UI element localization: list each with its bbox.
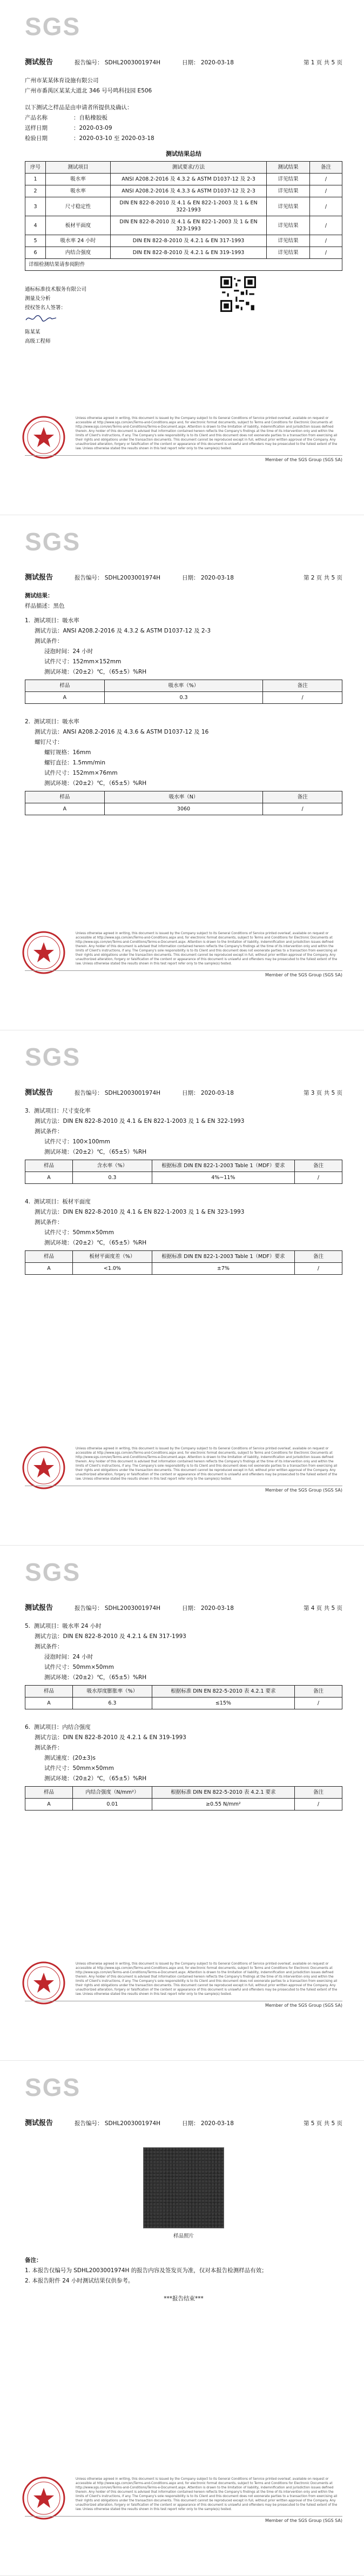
table-cell: 详见结果: [267, 247, 310, 259]
table-header: 备注: [294, 1787, 342, 1799]
stamp-seal-icon: [22, 930, 66, 975]
table-header: 测试结果: [267, 162, 310, 174]
table-cell: 0.3: [73, 1172, 152, 1184]
summary-table: [25, 161, 342, 271]
section-method: 测试方法：DIN EN 822-8-2010 及 4.2.1 & EN 319-1993: [35, 1734, 186, 1741]
table-cell: 详见结果: [267, 216, 310, 235]
section-param: 试件尺寸：152mm×152mm: [44, 658, 122, 665]
table-row: [25, 235, 342, 247]
result-table: [25, 1685, 342, 1709]
sample-description: 样品描述：黑色: [25, 603, 65, 609]
table-cell: DIN EN 822-8-2010 及 4.2.1 & EN 319-1993: [111, 247, 267, 259]
section-param: 测试条件：: [35, 1643, 63, 1650]
section-param: 试件尺寸：50mm×50mm: [44, 1664, 114, 1670]
footer-rule: [25, 455, 342, 456]
table-cell: 详见结果: [267, 185, 310, 197]
table-row: [25, 216, 342, 235]
table-header: 样品: [25, 1251, 73, 1263]
table-header: 吸水厚度膨胀率（%）: [73, 1686, 152, 1698]
table-header: 板材平面度差（%）: [73, 1251, 152, 1263]
signature-block: [25, 285, 342, 346]
result-table: [25, 680, 342, 704]
table-cell: 吸水率 24 小时: [46, 235, 111, 247]
section-title: 4. 测试项目：板材平面度: [25, 1199, 91, 1205]
report-header: [25, 1087, 342, 1096]
section-param: 测试条件：: [35, 1128, 63, 1135]
report-page-5: [0, 2061, 364, 2576]
table-header-row: [25, 1251, 342, 1263]
table-row: [25, 1263, 342, 1275]
table-cell: 内结合强度: [46, 247, 111, 259]
table-cell: DIN EN 822-8-2010 及 4.1 & EN 822-1-2003 及 1 & EN 322-1993: [111, 197, 267, 216]
table-header: 根据标准 DIN EN 822-1-2003 Table 1（MDF）要求: [152, 1160, 294, 1172]
table-header: 根据标准 DIN EN 822-5-2010 表 4.2.1 要求: [152, 1787, 294, 1799]
report-title: 测试报告: [25, 1089, 53, 1097]
report-title: 测试报告: [25, 1604, 53, 1612]
signature-image: [25, 314, 57, 323]
table-cell: A: [25, 803, 105, 815]
section-param: 试件尺寸：50mm×50mm: [44, 1229, 114, 1236]
section-param: 试件尺寸：100×100mm: [44, 1139, 110, 1145]
section-title: 6. 测试项目：内结合强度: [25, 1724, 91, 1730]
result-table: [25, 1250, 342, 1275]
table-cell: 详见结果: [267, 174, 310, 185]
section-param: 测试环境：（20±2）℃，（65±5）%RH: [44, 1149, 147, 1155]
table-cell: DIN EN 822-8-2010 及 4.2.1 & EN 317-1993: [111, 235, 267, 247]
summary-title: 测试结果总结: [166, 150, 201, 157]
table-cell: 3060: [104, 803, 263, 815]
fine-print: Unless otherwise agreed in writing, this document is issued by the Company subject to its General Conditions of Service printed overleaf, available on request or accessible at http://www.sgs.com/en/Terms-and-Conditions.aspx and, for electronic format documents, subject to Terms and Conditions for Electronic Documents at http://www.sgs.com/en/Terms-and-Conditions/Terms-e-Document.aspx. Attention is drawn to the limitation of liability, indemnification and jurisdiction issues defined therein. Any holder of this document is advised that information contained hereon reflects the Company's findings at the time of its intervention only and within the limits of Client's instructions, if any. The Company's sole responsibility is to its Client and this document does not exonerate parties to a transaction from exercising all their rights and obligations under the transaction documents. This document cannot be reproduced except in full, without prior written approval of the Company. Any unauthorized alteration, forgery or falsification of the content or appearance of this document is unlawful and offenders may be prosecuted to the fullest extent of the law. Unless otherwise stated the results shown in this test report refer only to the sample(s) tested.: [76, 932, 338, 966]
field-value: ：自粘橡胶板: [73, 115, 107, 121]
table-header-row: [25, 791, 342, 803]
section-param: 试件尺寸：152mm×76mm: [44, 770, 118, 776]
section-method: 测试方法：DIN EN 822-8-2010 及 4.1 & EN 822-1-2003 及 1 & EN 323-1993: [35, 1209, 245, 1215]
sgs-logo: SGS: [25, 1043, 81, 1071]
section-title: 1. 测试项目：吸水率: [25, 617, 79, 624]
table-cell: /: [310, 235, 342, 247]
page-5-content: [25, 2136, 342, 2304]
table-cell: ±7%: [152, 1263, 294, 1275]
member-line: Member of the SGS Group (SGS SA): [265, 2518, 342, 2523]
table-cell: 详见结果: [267, 235, 310, 247]
table-header-row: [25, 680, 342, 692]
signatory-name: 陈某某: [25, 329, 41, 335]
table-cell: /: [310, 247, 342, 259]
table-row: [25, 1799, 342, 1810]
table-cell: /: [294, 1698, 342, 1709]
table-cell: /: [294, 1799, 342, 1810]
fine-print: Unless otherwise agreed in writing, this document is issued by the Company subject to its General Conditions of Service printed overleaf, available on request or accessible at http://www.sgs.com/en/Terms-and-Conditions.aspx and, for electronic format documents, subject to Terms and Conditions for Electronic Documents at http://www.sgs.com/en/Terms-and-Conditions/Terms-e-Document.aspx. Attention is drawn to the limitation of liability, indemnification and jurisdiction issues defined therein. Any holder of this document is advised that information contained hereon reflects the Company's findings at the time of its intervention only and within the limits of Client's instructions, if any. The Company's sole responsibility is to its Client and this document does not exonerate parties to a transaction from exercising all their rights and obligations under the transaction documents. This document cannot be reproduced except in full, without prior written approval of the Company. Any unauthorized alteration, forgery or falsification of the content or appearance of this document is unlawful and offenders may be prosecuted to the fullest extent of the law. Unless otherwise stated the results shown in this test report refer only to the sample(s) tested.: [76, 2478, 338, 2511]
section-param: 测试环境：（20±2）℃，（65±5）%RH: [44, 1775, 147, 1782]
report-header: [25, 56, 342, 66]
section-param: 测试环境：（20±2）℃，（65±5）%RH: [44, 1674, 147, 1681]
table-header-row: [25, 1160, 342, 1172]
table-row: [25, 803, 342, 815]
report-date: 日期： 2020-03-18: [182, 1090, 234, 1096]
table-cell: 0.3: [104, 692, 263, 704]
table-header: 测试要求/方法: [111, 162, 267, 174]
result-table: [25, 1160, 342, 1184]
table-header: 含水率（%）: [73, 1160, 152, 1172]
company-name: 通标标准技术服务有限公司: [25, 287, 87, 292]
table-header: 吸水率（N）: [104, 791, 263, 803]
section-param: 测试条件：: [35, 1219, 63, 1226]
report-page-2: [0, 515, 364, 1030]
signatory-label: 授权签名人签署：: [25, 305, 66, 311]
table-row: [25, 197, 342, 216]
table-header: 样品: [25, 1787, 73, 1799]
table-cell: 4: [25, 216, 46, 235]
page-label: 第 1 页 共 5 页: [303, 59, 342, 66]
table-cell: ≤15%: [152, 1698, 294, 1709]
section-param: 试件尺寸：50mm×50mm: [44, 1765, 114, 1772]
field-row: [25, 134, 342, 144]
report-page-4: [0, 1546, 364, 2061]
table-row: [25, 174, 342, 185]
table-cell: ≥0.55 N/mm²: [152, 1799, 294, 1810]
page-label: 第 5 页 共 5 页: [303, 2120, 342, 2127]
table-cell: 板材平面度: [46, 216, 111, 235]
section-method: 测试方法：DIN EN 822-8-2010 及 4.2.1 & EN 317-1993: [35, 1633, 186, 1640]
table-header: 备注: [294, 1686, 342, 1698]
report-number: 报告编号： SDHL2003001974H: [75, 1605, 161, 1612]
report-number: 报告编号： SDHL2003001974H: [75, 575, 161, 581]
note-item: 1. 本报告仅编号为 SDHL2003001974H 的报告内容及签发页为准，仅对本报告检测样品有效；: [25, 2267, 267, 2274]
table-cell: A: [25, 1172, 73, 1184]
report-header: [25, 571, 342, 581]
table-cell: 2: [25, 185, 46, 197]
section-param: 浸泡时间：24 小时: [44, 648, 93, 655]
section-param: 浸泡时间：24 小时: [44, 1654, 93, 1660]
report-date: 日期： 2020-03-18: [182, 575, 234, 581]
stamp-seal-icon: [22, 415, 66, 460]
table-cell: A: [25, 692, 105, 704]
table-header: 样品: [25, 680, 105, 692]
report-title: 测试报告: [25, 2119, 53, 2127]
table-cell: <1.0%: [73, 1263, 152, 1275]
footer-rule: [25, 2516, 342, 2517]
section-title: 5. 测试项目：吸水率 24 小时: [25, 1623, 102, 1629]
section-title: 3. 测试项目：尺寸变化率: [25, 1108, 91, 1114]
result-table: [25, 791, 342, 815]
report-number: 报告编号： SDHL2003001974H: [75, 59, 161, 66]
report-date: 日期： 2020-03-18: [182, 59, 234, 66]
table-cell: 3: [25, 197, 46, 216]
table-cell: ANSI A208.2-2016 及 4.3.2 & ASTM D1037-12 及 2-3: [111, 174, 267, 185]
table-header: 备注: [263, 680, 342, 692]
results-header: 测试结果：: [25, 593, 53, 599]
table-header: 测试项目: [46, 162, 111, 174]
notes-title: 备注：: [25, 2257, 42, 2264]
table-cell: A: [25, 1799, 73, 1810]
table-cell: /: [294, 1263, 342, 1275]
signatory-title: 高级工程师: [25, 338, 51, 344]
table-cell: A: [25, 1263, 73, 1275]
section-param: 螺钉直径：1.5mm/min: [44, 760, 105, 766]
report-page-3: [0, 1030, 364, 1546]
field-label: 送样日期: [25, 125, 48, 131]
table-header: 内结合强度（N/mm²）: [73, 1787, 152, 1799]
photo-caption: 样品照片: [173, 2233, 194, 2239]
table-cell: 详见结果: [267, 197, 310, 216]
page-4-content: [25, 1621, 342, 1816]
page-3-content: [25, 1106, 342, 1280]
fine-print: Unless otherwise agreed in writing, this document is issued by the Company subject to its General Conditions of Service printed overleaf, available on request or accessible at http://www.sgs.com/en/Terms-and-Conditions.aspx and, for electronic format documents, subject to Terms and Conditions for Electronic Documents at http://www.sgs.com/en/Terms-and-Conditions/Terms-e-Document.aspx. Attention is drawn to the limitation of liability, indemnification and jurisdiction issues defined therein. Any holder of this document is advised that information contained hereon reflects the Company's findings at the time of its intervention only and within the limits of Client's instructions, if any. The Company's sole responsibility is to its Client and this document does not exonerate parties to a transaction from exercising all their rights and obligations under the transaction documents. This document cannot be reproduced except in full, without prior written approval of the Company. Any unauthorized alteration, forgery or falsification of the content or appearance of this document is unlawful and offenders may be prosecuted to the fullest extent of the law. Unless otherwise stated the results shown in this test report refer only to the sample(s) tested.: [76, 1962, 338, 1996]
report-page-1: [0, 0, 364, 515]
section-param: 测试速度：(20±3)s: [44, 1755, 96, 1761]
table-cell: /: [310, 185, 342, 197]
table-header: 样品: [25, 791, 105, 803]
fine-print: Unless otherwise agreed in writing, this document is issued by the Company subject to its General Conditions of Service printed overleaf, available on request or accessible at http://www.sgs.com/en/Terms-and-Conditions.aspx and, for electronic format documents, subject to Terms and Conditions for Electronic Documents at http://www.sgs.com/en/Terms-and-Conditions/Terms-e-Document.aspx. Attention is drawn to the limitation of liability, indemnification and jurisdiction issues defined therein. Any holder of this document is advised that information contained hereon reflects the Company's findings at the time of its intervention only and within the limits of Client's instructions, if any. The Company's sole responsibility is to its Client and this document does not exonerate parties to a transaction from exercising all their rights and obligations under the transaction documents. This document cannot be reproduced except in full, without prior written approval of the Company. Any unauthorized alteration, forgery or falsification of the content or appearance of this document is unlawful and offenders may be prosecuted to the fullest extent of the law. Unless otherwise stated the results shown in this test report refer only to the sample(s) tested.: [76, 1447, 338, 1481]
table-header: 样品: [25, 1686, 73, 1698]
field-row: [25, 113, 342, 123]
table-header: 备注: [294, 1160, 342, 1172]
table-row: [25, 259, 342, 271]
table-header: 样品: [25, 1160, 73, 1172]
table-cell: /: [310, 216, 342, 235]
section-param: 螺钉尺寸：: [35, 739, 63, 745]
footer-rule: [25, 970, 342, 971]
table-header: 吸水率（%）: [104, 680, 263, 692]
report-title: 测试报告: [25, 574, 53, 582]
table-cell: 6: [25, 247, 46, 259]
client-name: 广州市某某体育设施有限公司: [25, 77, 99, 84]
member-line: Member of the SGS Group (SGS SA): [265, 2003, 342, 2008]
end-mark: ***报告结束***: [164, 2295, 204, 2302]
table-row: [25, 247, 342, 259]
table-header: 备注: [294, 1251, 342, 1263]
page-label: 第 4 页 共 5 页: [303, 1605, 342, 1612]
stamp-seal-icon: [22, 2476, 66, 2520]
table-header: 根据标准 DIN EN 822-1-2003 Table 1（MDF）要求: [152, 1251, 294, 1263]
table-cell: 尺寸稳定性: [46, 197, 111, 216]
result-table: [25, 1786, 342, 1810]
report-number: 报告编号： SDHL2003001974H: [75, 2120, 161, 2127]
section-param: 测试条件：: [35, 638, 63, 644]
section-method: 测试方法：ANSI A208.2-2016 及 4.3.6 & ASTM D1037-12 及 16: [35, 729, 209, 735]
section-param: 测试环境：（20±2）℃，（65±5）%RH: [44, 1240, 147, 1246]
member-line: Member of the SGS Group (SGS SA): [265, 1488, 342, 1493]
sample-photo: [143, 2147, 224, 2228]
section-method: 测试方法：DIN EN 822-8-2010 及 4.1 & EN 822-1-2003 及 1 & EN 322-1993: [35, 1118, 245, 1124]
field-value: ：2020-03-09: [73, 125, 112, 131]
client-address: 广州市番禺区某某大道北 346 号号鸣科技园 E506: [25, 88, 152, 94]
table-header-row: [25, 162, 342, 174]
table-cell: 0.01: [73, 1799, 152, 1810]
section-param: 螺钉规格：16mm: [44, 749, 91, 756]
report-date: 日期： 2020-03-18: [182, 2120, 234, 2127]
page-2-content: [25, 591, 342, 821]
table-cell: /: [263, 803, 342, 815]
table-cell: A: [25, 1698, 73, 1709]
section-param: 测试环境：（20±2）℃，（65±5）%RH: [44, 669, 147, 675]
table-cell: /: [310, 174, 342, 185]
table-row: [25, 1172, 342, 1184]
intro-text: 以下测试之样品是由申请者所提供及确认：: [25, 104, 133, 111]
table-cell: 6.3: [73, 1698, 152, 1709]
table-cell: ANSI A208.2-2016 及 4.3.3 & ASTM D1037-12 及 2-3: [111, 185, 267, 197]
stamp-seal-icon: [22, 1446, 66, 1490]
table-cell: DIN EN 822-8-2010 及 4.1 & EN 822-1-2003 及 1 & EN 323-1993: [111, 216, 267, 235]
table-row: [25, 185, 342, 197]
section-method: 测试方法：ANSI A208.2-2016 及 4.3.2 & ASTM D1037-12 及 2-3: [35, 628, 211, 634]
table-cell: /: [263, 692, 342, 704]
note-item: 2. 本报告附件 24 小时测试结果仅供参考。: [25, 2278, 134, 2284]
table-cell: 吸水率: [46, 185, 111, 197]
report-number: 报告编号： SDHL2003001974H: [75, 1090, 161, 1096]
page-label: 第 2 页 共 5 页: [303, 575, 342, 581]
table-row: [25, 692, 342, 704]
sgs-logo: SGS: [25, 12, 81, 41]
page-label: 第 3 页 共 5 页: [303, 1090, 342, 1096]
table-header-row: [25, 1787, 342, 1799]
table-cell: 吸水率: [46, 174, 111, 185]
sgs-logo: SGS: [25, 1558, 81, 1586]
report-header: [25, 2117, 342, 2127]
field-label: 产品名称: [25, 115, 48, 121]
section-title: 2. 测试项目：吸水率: [25, 718, 79, 725]
qr-code-icon: [220, 276, 256, 312]
table-row: [25, 1698, 342, 1709]
stamp-seal-icon: [22, 1961, 66, 2005]
table-cell: /: [310, 197, 342, 216]
table-cell: 1: [25, 174, 46, 185]
table-header: 序号: [25, 162, 46, 174]
section-param: 测试环境：（20±2）℃，（65±5）%RH: [44, 780, 147, 787]
section-param: 测试条件：: [35, 1745, 63, 1751]
sgs-logo: SGS: [25, 528, 81, 556]
field-row: [25, 123, 342, 134]
field-value: ：2020-03-10 至 2020-03-18: [73, 135, 154, 142]
department: 测量及分析: [25, 296, 51, 302]
table-header: 备注: [310, 162, 342, 174]
report-header: [25, 1602, 342, 1612]
report-title: 测试报告: [25, 58, 53, 66]
table-header: 备注: [263, 791, 342, 803]
fine-print: Unless otherwise agreed in writing, this document is issued by the Company subject to its General Conditions of Service printed overleaf, available on request or accessible at http://www.sgs.com/en/Terms-and-Conditions.aspx and, for electronic format documents, subject to Terms and Conditions for Electronic Documents at http://www.sgs.com/en/Terms-and-Conditions/Terms-e-Document.aspx. Attention is drawn to the limitation of liability, indemnification and jurisdiction issues defined therein. Any holder of this document is advised that information contained hereon reflects the Company's findings at the time of its intervention only and within the limits of Client's instructions, if any. The Company's sole responsibility is to its Client and this document does not exonerate parties to a transaction from exercising all their rights and obligations under the transaction documents. This document cannot be reproduced except in full, without prior written approval of the Company. Any unauthorized alteration, forgery or falsification of the content or appearance of this document is unlawful and offenders may be prosecuted to the fullest extent of the law. Unless otherwise stated the results shown in this test report refer only to the sample(s) tested.: [76, 417, 338, 450]
field-label: 检验日期: [25, 135, 48, 142]
summary-note: 详细检测结果请参阅附件: [25, 259, 342, 271]
table-header-row: [25, 1686, 342, 1698]
table-cell: /: [294, 1172, 342, 1184]
table-cell: 5: [25, 235, 46, 247]
table-header: 根据标准 DIN EN 822-5-2010 表 4.2.1 要求: [152, 1686, 294, 1698]
member-line: Member of the SGS Group (SGS SA): [265, 973, 342, 977]
table-cell: 4%~11%: [152, 1172, 294, 1184]
report-date: 日期： 2020-03-18: [182, 1605, 234, 1612]
sgs-logo: SGS: [25, 2073, 81, 2101]
member-line: Member of the SGS Group (SGS SA): [265, 457, 342, 462]
page-1-content: [25, 76, 342, 346]
